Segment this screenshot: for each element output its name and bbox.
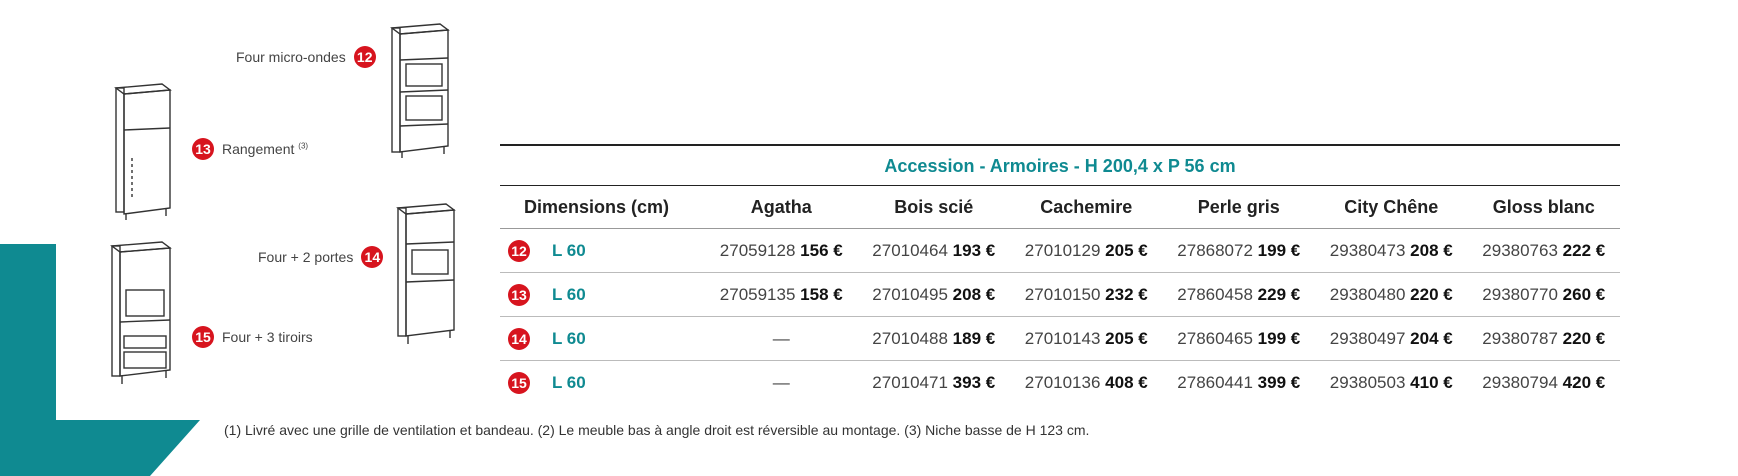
callout-label: Four + 3 tiroirs (222, 329, 313, 345)
ref-code: 29380480 (1329, 284, 1406, 304)
price-table (500, 186, 1620, 404)
price: 205 € (1105, 240, 1148, 260)
callout-number-badge: 14 (361, 246, 383, 268)
ref-code: 27010129 (1024, 240, 1101, 260)
price: 208 € (952, 284, 996, 304)
ref-code: 27860465 (1177, 328, 1253, 348)
table-row (500, 361, 1620, 405)
price-cell (1010, 229, 1163, 273)
dimension-value: L 60 (552, 284, 586, 304)
callout-microwave (236, 46, 376, 68)
price-cell (1468, 317, 1621, 361)
price-cell (1468, 229, 1621, 273)
price-cell (1163, 361, 1316, 405)
footnote-ref: (3) (298, 141, 309, 151)
price-cell (858, 273, 1011, 317)
price-cell (858, 361, 1011, 405)
ref-code: 29380473 (1329, 240, 1406, 260)
price: 410 € (1410, 372, 1453, 392)
callout-number-badge: 12 (354, 46, 376, 68)
price: 408 € (1105, 372, 1148, 392)
row-number-badge: 15 (508, 372, 530, 394)
dimension-value: L 60 (552, 240, 586, 260)
price: 189 € (952, 328, 996, 348)
ref-code: 29380503 (1329, 372, 1406, 392)
table-row (500, 273, 1620, 317)
not-available-dash: — (772, 328, 790, 348)
price: 199 € (1257, 240, 1301, 260)
dimension-value: L 60 (552, 328, 586, 348)
footnote-text: (1) Livré avec une grille de ventilation et bandeau. (2) Le meuble bas à angle droit est réversible au montage. (3) Niche basse de H 123 cm. (224, 422, 1090, 438)
dimension-cell (500, 317, 705, 361)
col-header-city-chene: City Chêne (1315, 186, 1468, 229)
callout-oven-2-doors (258, 246, 383, 268)
price: 158 € (800, 284, 843, 304)
price-cell (705, 273, 858, 317)
cabinet-oven-3-drawers-illustration (108, 236, 174, 386)
price: 208 € (1410, 240, 1453, 260)
price-cell (1010, 361, 1163, 405)
price-cell (705, 317, 858, 361)
ref-code: 29380787 (1482, 328, 1558, 348)
price-cell (1163, 317, 1316, 361)
col-header-bois-scie: Bois scié (858, 186, 1011, 229)
ref-code: 29380497 (1329, 328, 1406, 348)
ref-code: 27059128 (719, 240, 796, 260)
ref-code: 29380763 (1482, 240, 1558, 260)
header-row (500, 186, 1620, 229)
col-header-gloss-blanc: Gloss blanc (1468, 186, 1621, 229)
col-header-perle-gris: Perle gris (1163, 186, 1316, 229)
ref-code: 27868072 (1177, 240, 1253, 260)
callout-label: Four micro-ondes (236, 49, 346, 65)
ref-code: 27010495 (872, 284, 948, 304)
price-cell (1315, 229, 1468, 273)
table-title: Accession - Armoires - H 200,4 x P 56 cm (500, 146, 1620, 186)
ref-code: 29380770 (1482, 284, 1558, 304)
dimension-cell (500, 273, 705, 317)
dimension-value: L 60 (552, 372, 586, 392)
price-cell (1315, 361, 1468, 405)
table-row (500, 317, 1620, 361)
price: 420 € (1562, 372, 1606, 392)
price-cell (1468, 361, 1621, 405)
price: 204 € (1410, 328, 1453, 348)
callout-number-badge: 13 (192, 138, 214, 160)
price: 260 € (1562, 284, 1606, 304)
price-cell (705, 361, 858, 405)
price-cell (1315, 273, 1468, 317)
price: 393 € (952, 372, 996, 392)
ref-code: 27010136 (1024, 372, 1101, 392)
price: 156 € (800, 240, 843, 260)
ref-code: 27010150 (1024, 284, 1101, 304)
ref-code: 27010464 (872, 240, 948, 260)
col-header-dimensions: Dimensions (cm) (500, 186, 705, 229)
ref-code: 27860441 (1177, 372, 1253, 392)
price: 205 € (1105, 328, 1148, 348)
dimension-cell (500, 361, 705, 405)
cabinet-microwave-illustration (388, 18, 450, 160)
callout-oven-3-drawers (192, 326, 313, 348)
row-number-badge: 12 (508, 240, 530, 262)
not-available-dash: — (772, 372, 790, 392)
price-cell (705, 229, 858, 273)
price-cell (1315, 317, 1468, 361)
price-cell (858, 317, 1011, 361)
callout-storage (192, 138, 308, 160)
price: 193 € (952, 240, 996, 260)
ref-code: 27059135 (719, 284, 796, 304)
price-cell (1163, 229, 1316, 273)
cabinet-storage-illustration (112, 78, 172, 222)
price: 220 € (1562, 328, 1606, 348)
row-number-badge: 14 (508, 328, 530, 350)
price-cell (1468, 273, 1621, 317)
cabinet-oven-2-doors-illustration (394, 198, 456, 346)
price: 220 € (1410, 284, 1453, 304)
price: 232 € (1105, 284, 1148, 304)
price-cell (1010, 317, 1163, 361)
ref-code: 29380794 (1482, 372, 1558, 392)
price: 399 € (1257, 372, 1301, 392)
price-cell (1010, 273, 1163, 317)
col-header-cachemire: Cachemire (1010, 186, 1163, 229)
dimension-cell (500, 229, 705, 273)
callout-label: Rangement $^{(3)}$ (222, 141, 309, 157)
price: 229 € (1257, 284, 1301, 304)
price-table-section (500, 144, 1620, 404)
ref-code: 27860458 (1177, 284, 1253, 304)
ref-code: 27010143 (1024, 328, 1101, 348)
price: 222 € (1562, 240, 1606, 260)
price-cell (1163, 273, 1316, 317)
ref-code: 27010488 (872, 328, 948, 348)
price: 199 € (1257, 328, 1301, 348)
ref-code: 27010471 (872, 372, 948, 392)
row-number-badge: 13 (508, 284, 530, 306)
price-cell (858, 229, 1011, 273)
col-header-agatha: Agatha (705, 186, 858, 229)
table-row (500, 229, 1620, 273)
callout-label: Four + 2 portes (258, 249, 354, 265)
callout-number-badge: 15 (192, 326, 214, 348)
